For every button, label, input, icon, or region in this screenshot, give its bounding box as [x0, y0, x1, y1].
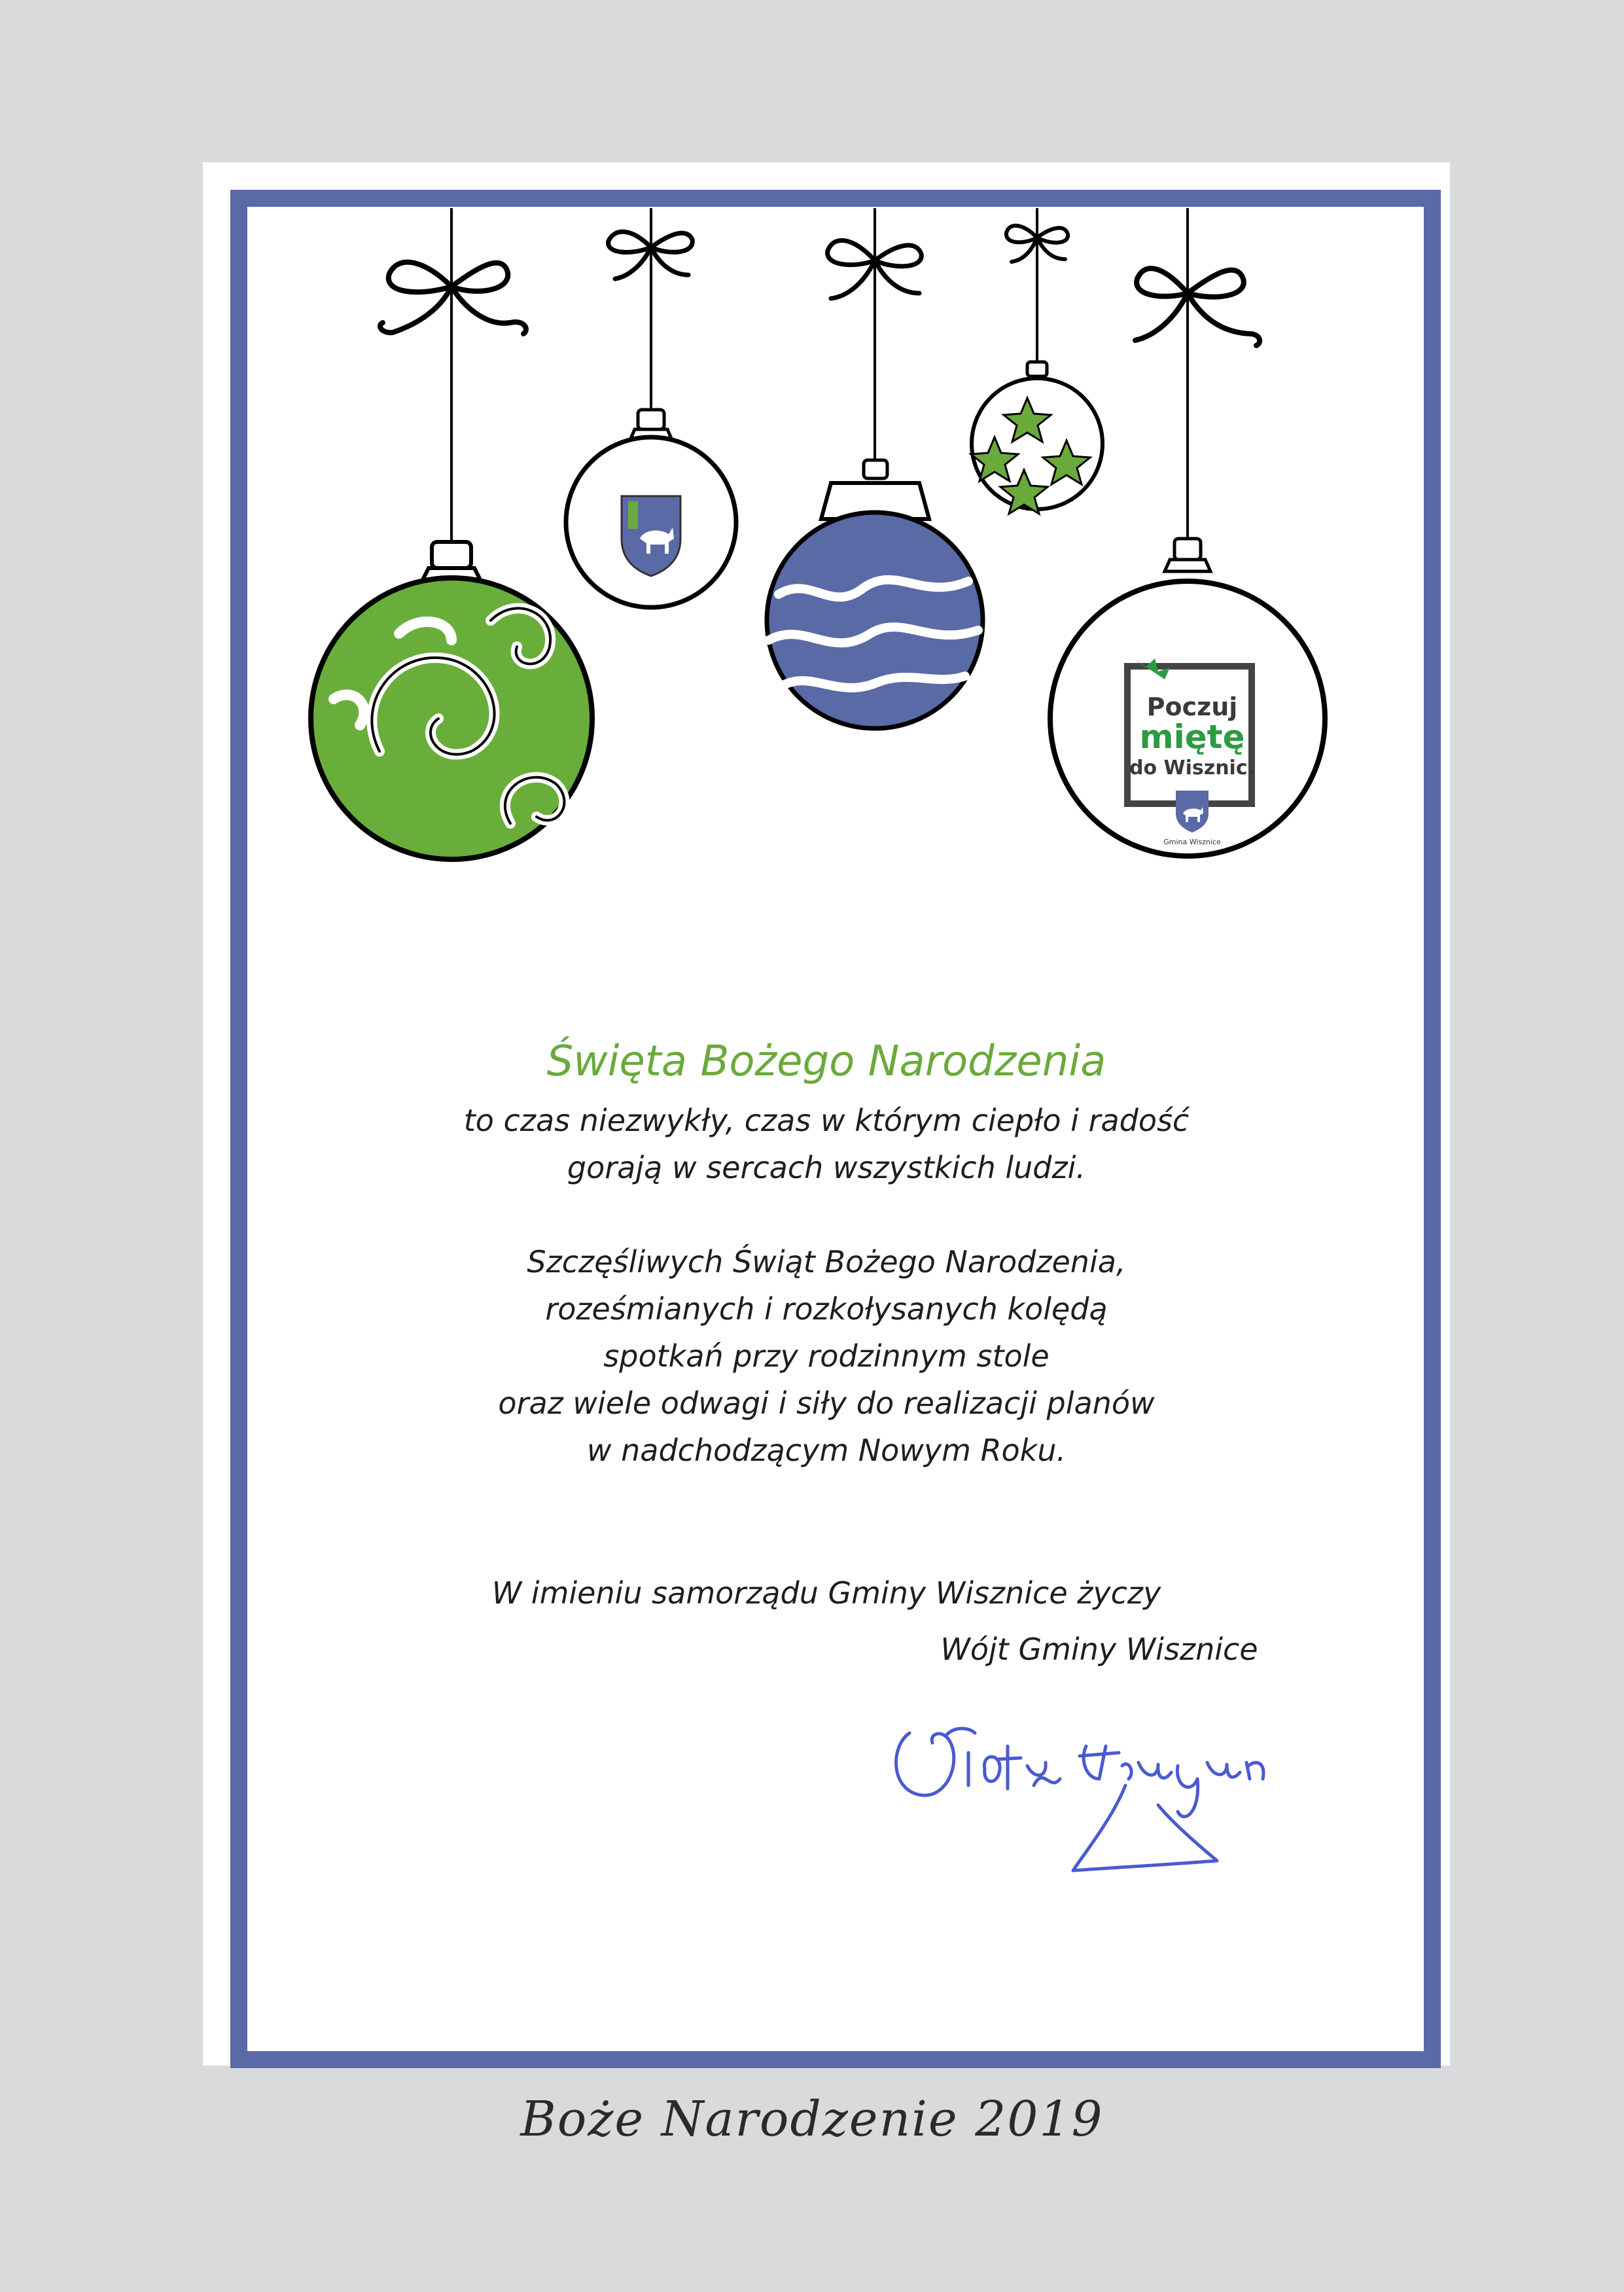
- wish-line: w nadchodzącym Nowym Roku.: [586, 1433, 1067, 1468]
- signer-title: Wójt Gminy Wisznice: [940, 1632, 1258, 1667]
- bauble-blue-wave-icon: [767, 460, 983, 728]
- greeting-line: W imieniu samorządu Gminy Wisznice życzy: [491, 1575, 1161, 1611]
- headline: Święta Bożego Narodzenia: [546, 1037, 1106, 1086]
- bauble-coat-of-arms-icon: [566, 410, 736, 607]
- bauble-green-swirl-icon: [311, 542, 592, 859]
- ornaments-illustration: [203, 162, 1450, 895]
- mint-line3: do Wisznic.: [1129, 757, 1256, 779]
- card: [203, 162, 1450, 2066]
- mint-line2: miętę: [1139, 718, 1245, 756]
- mint-line1: Poczuj: [1146, 692, 1238, 721]
- wish-line: Szczęśliwych Świąt Bożego Narodzenia,: [527, 1244, 1126, 1280]
- wish-line: oraz wiele odwagi i siły do realizacji planów: [498, 1386, 1155, 1421]
- signature: [870, 1681, 1302, 1890]
- ribbon-bow-icon: [1135, 268, 1260, 346]
- ribbon-bow-icon: [380, 262, 526, 334]
- wish-line: spotkań przy rodzinnym stole: [603, 1338, 1050, 1374]
- bauble-mint-logo-icon: [1050, 539, 1325, 856]
- intro-paragraph: [203, 1097, 1450, 1191]
- wish-line: roześmianych i rozkołysanych kolędą: [545, 1291, 1108, 1327]
- intro-line: to czas niezwykły, czas w którym ciepło i radość: [463, 1103, 1190, 1138]
- message-block: [203, 1033, 1450, 1474]
- coat-of-arms-icon: [622, 496, 680, 576]
- footer-caption: Boże Narodzenie 2019: [520, 2091, 1104, 2147]
- mint-small: Gmina Wisznice: [1163, 838, 1221, 846]
- bauble-stars-icon: [971, 362, 1103, 514]
- intro-line: gorają w sercach wszystkich ludzi.: [567, 1150, 1086, 1185]
- wishes-paragraph: [203, 1238, 1450, 1474]
